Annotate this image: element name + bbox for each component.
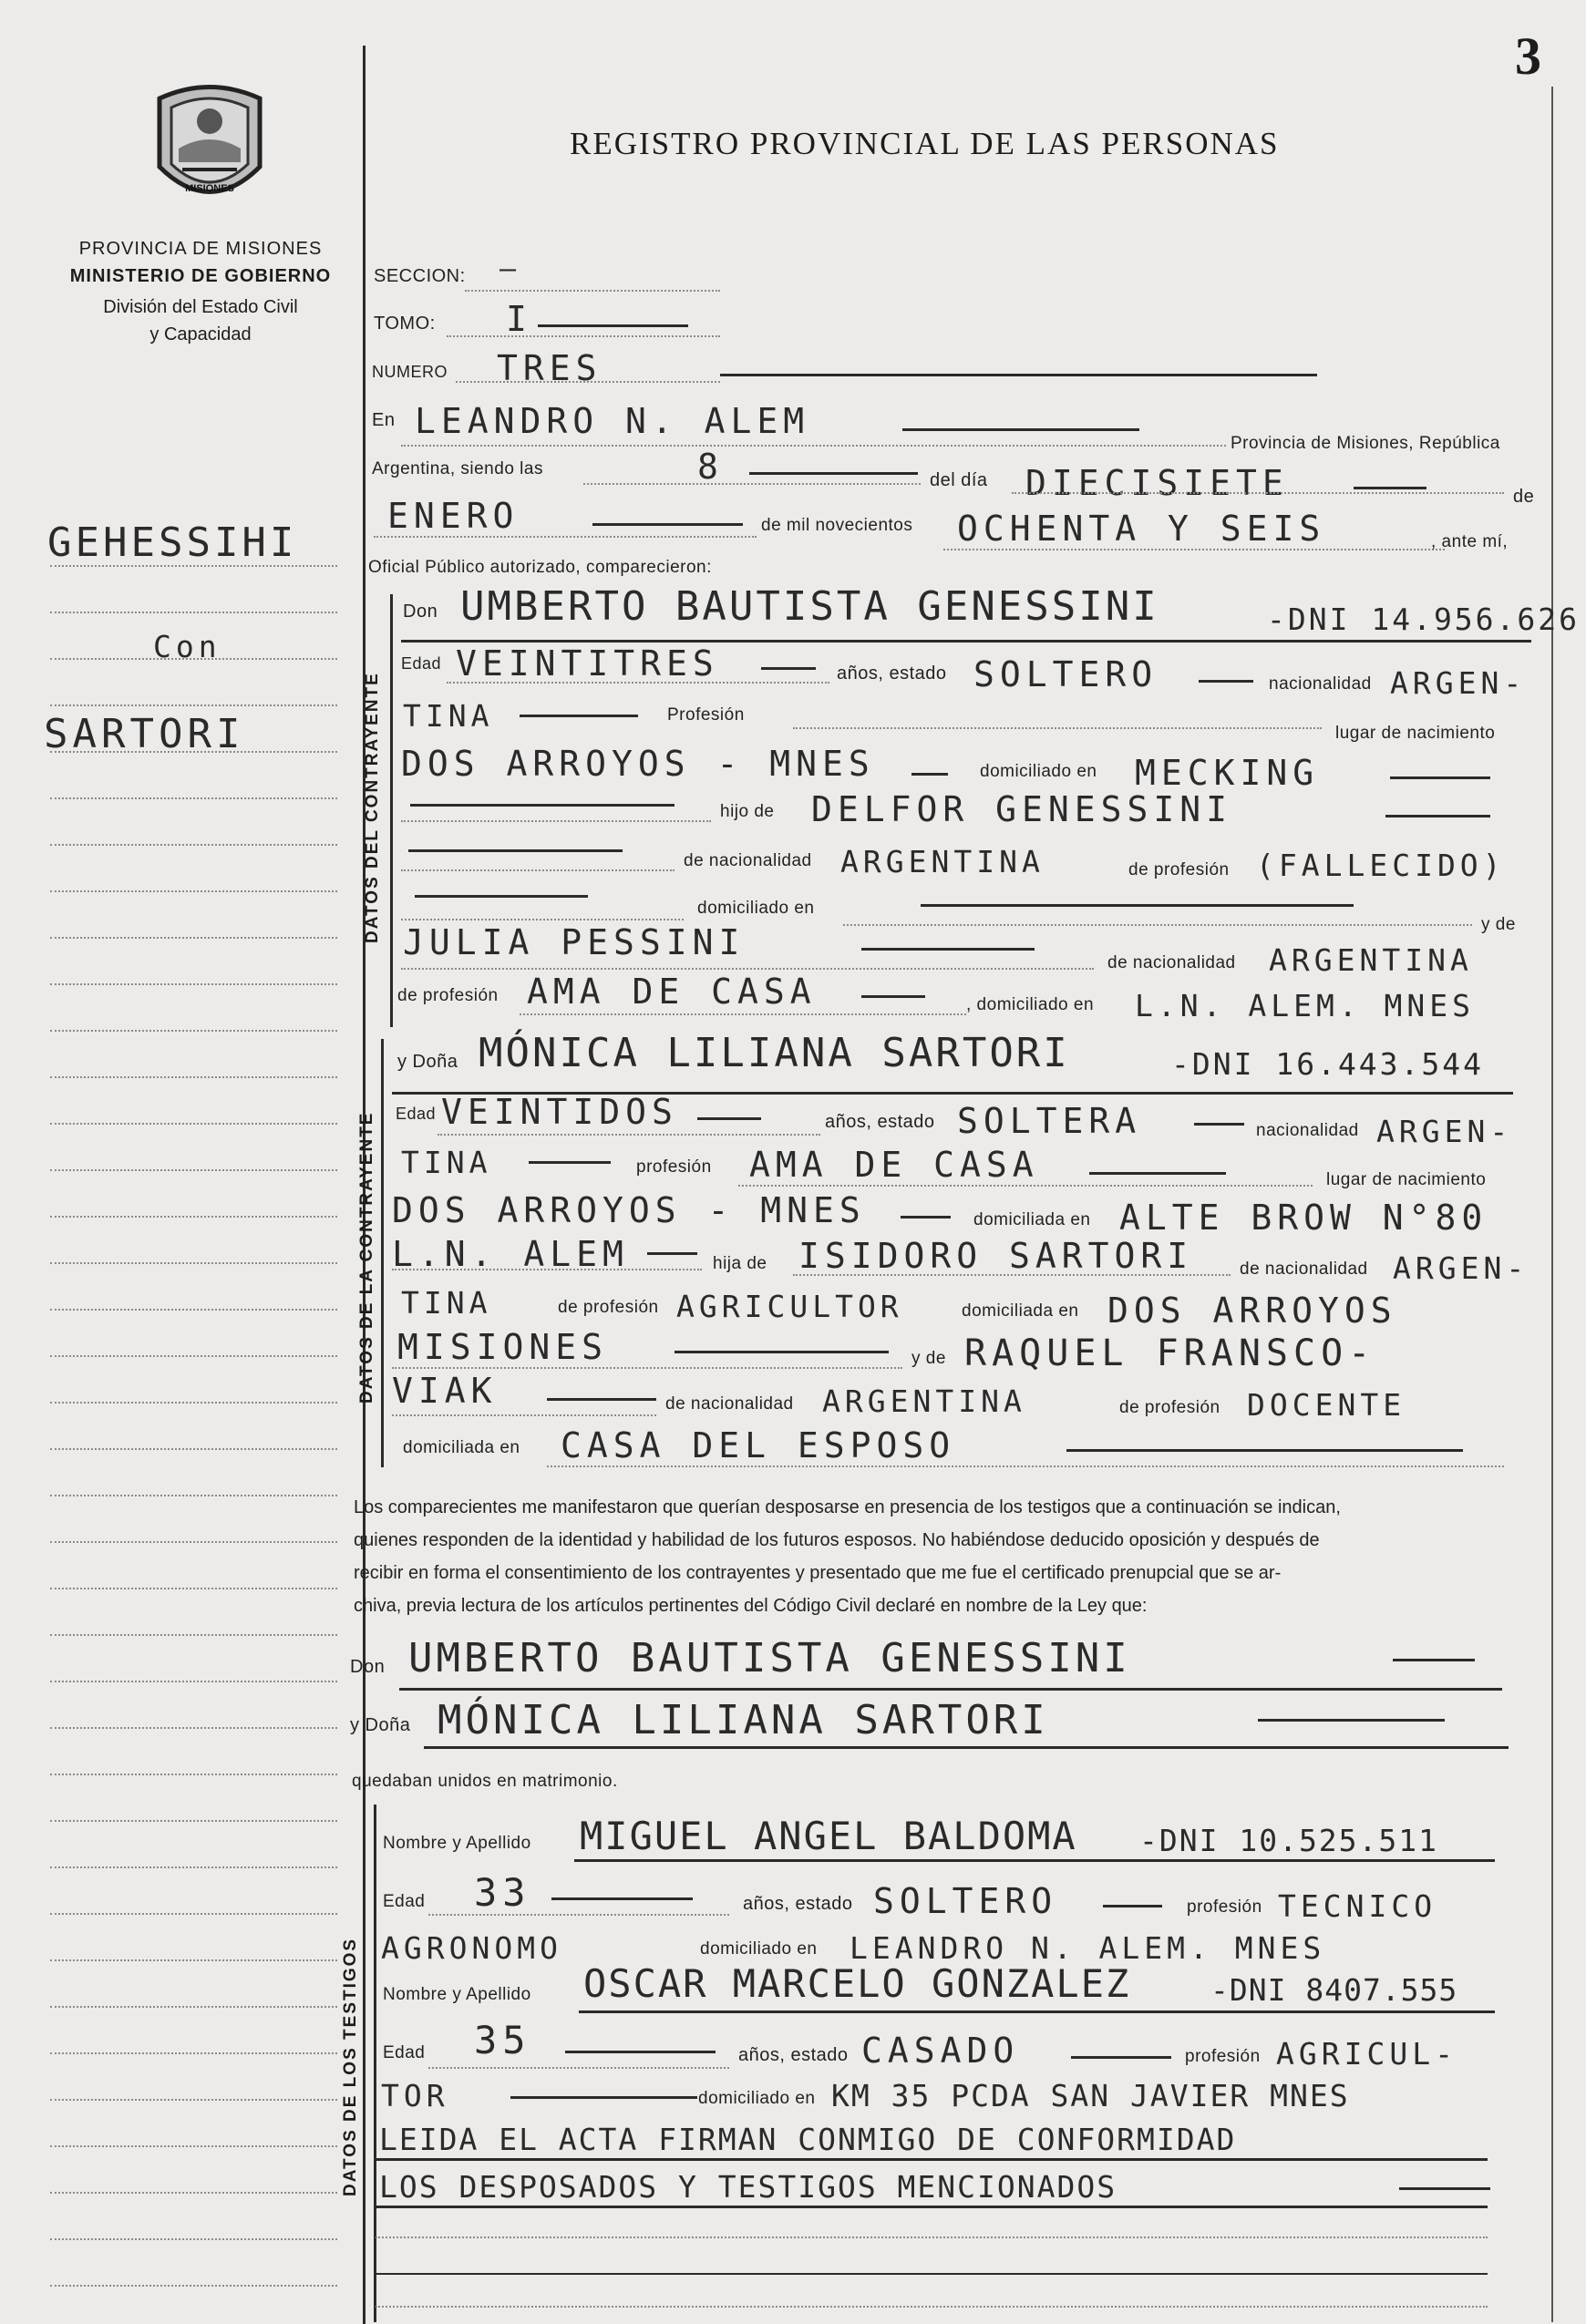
bride-mother-dom-line [547,1465,1504,1467]
bride-father-dom-b: MISIONES [397,1327,609,1367]
groom-edad-line [447,682,829,684]
w2-name: OSCAR MARCELO GONZALEZ [583,1961,1131,2006]
groom-edad: VEINTITRES [456,643,719,684]
closing-note-2-line [376,2206,1488,2208]
bride-side-label: DATOS DE LA CONTRAYENTE [357,1111,376,1404]
margin-note-bride: SARTORI [44,711,245,757]
groom-mother-nac: ARGENTINA [1269,942,1473,978]
margin-dotted-line [50,2145,337,2147]
margin-dotted-line [50,983,337,985]
w1-prof-a: TECNICO [1278,1888,1437,1924]
w2-edad-dash [565,2051,716,2053]
margin-dotted-line [50,1169,337,1171]
letterhead-provincia: PROVINCIA DE MISIONES [78,239,323,259]
groom-father-nac-label: de nacionalidad [684,851,812,870]
margin-dotted-line [50,1262,337,1264]
closing-note-2: LOS DESPOSADOS Y TESTIGOS MENCIONADOS [379,2169,1117,2205]
en-value: LEANDRO N. ALEM [415,401,810,441]
margin-dotted-line [50,1309,337,1311]
bride-estado: SOLTERA [957,1101,1142,1141]
margin-dotted-line [50,937,337,939]
groom-nac-label: nacionalidad [1269,674,1372,694]
bride-mother-a: RAQUEL FRANSCO- [964,1332,1376,1374]
blank-line-3 [376,2306,1488,2308]
w2-edad: 35 [474,2018,531,2062]
groom-nac-dash [520,715,638,717]
bride-prof-dash [1089,1172,1226,1175]
bride-edad-label: Edad [396,1105,437,1123]
groom-mother-prof: AMA DE CASA [527,972,817,1012]
groom-estado-dash [1199,680,1253,683]
groom-dni: -DNI 14.956.626 [1267,602,1581,637]
groom-father-nac-line [401,869,675,871]
groom-edad-dash [761,667,816,670]
groom-mother-dom: L.N. ALEM. MNES [1135,988,1476,1023]
decl-don-label: Don [350,1657,386,1677]
w1-name-line [574,1859,1495,1862]
w2-dni: -DNI 8407.555 [1210,1972,1458,2008]
bride-mother-b-dash [547,1398,656,1401]
mes-value: ENERO [387,496,520,536]
numero-label: NUMERO [372,363,448,381]
anio-value: OCHENTA Y SEIS [957,509,1326,549]
groom-nac-a: ARGEN- [1390,665,1527,701]
w1-dom: LEANDRO N. ALEM. MNES [850,1930,1326,1966]
svg-text:MISIONES: MISIONES [185,183,234,194]
bride-dom-b-line [392,1269,702,1270]
bride-mother-b: VIAK [392,1371,498,1411]
margin-dotted-line [50,1913,337,1915]
letterhead-division: División del Estado Civil [103,297,298,317]
declaration-line-4: chiva, previa lectura de los artículos pertinentes del Código Civil declaré en nombre de la Ley que: [354,1596,1148,1616]
bride-mother-dom: CASA DEL ESPOSO [561,1425,956,1465]
tomo-dash [538,324,688,327]
groom-lugar: DOS ARROYOS - MNES [401,744,875,784]
bride-hija-label: hija de [713,1254,767,1273]
de-label: de [1513,487,1535,507]
bride-mother-prof-label: de profesión [1119,1398,1220,1417]
decl-groom-line [399,1688,1502,1691]
w2-dom: KM 35 PCDA SAN JAVIER MNES [831,2078,1350,2113]
letterhead-capacidad: y Capacidad [149,324,252,344]
w1-estado: SOLTERO [873,1881,1058,1921]
groom-prof-label: Profesión [667,705,745,725]
bride-lugar: DOS ARROYOS - MNES [392,1190,866,1230]
bride-dom-b: L.N. ALEM [392,1234,629,1274]
margin-dotted-line [50,1727,337,1729]
groom-mother: JULIA PESSINI [403,922,746,962]
w1-dni: -DNI 10.525.511 [1139,1823,1439,1858]
closing-note-2-dash [1399,2187,1490,2190]
bride-dom-label: domiciliada en [973,1210,1091,1229]
groom-father-dom-line-a [401,919,684,920]
page-number: 3 [1515,26,1541,86]
margin-dotted-line [50,1774,337,1775]
tomo-value: I [506,299,532,339]
groom-father-dom-line-b [843,924,1472,926]
hora-value: 8 [697,447,724,487]
declaration-line-3: recibir en forma el consentimiento de los contrayentes y presentado que me fue el certificado prenupcial que se ar- [354,1563,1282,1583]
bride-nac-dash [529,1161,611,1164]
groom-mother-line [401,968,1094,970]
decl-groom-dash [1393,1659,1475,1661]
decl-bride-name: MÓNICA LILIANA SARTORI [438,1697,1049,1743]
bride-prof-label: profesión [636,1157,712,1177]
w1-edad-dash [551,1897,693,1900]
mes-line [374,536,757,538]
witness-block-line [374,1805,376,2322]
seccion-value: — [499,253,522,285]
dia-line [1012,492,1504,494]
del-dia-label: del día [930,470,988,490]
right-margin-line [1551,87,1553,2322]
w1-estado-label: años, estado [743,1894,853,1914]
groom-mother-prof-label: de profesión [397,986,499,1005]
bride-edad: VEINTIDOS [441,1092,678,1132]
decl-groom-name: UMBERTO BAUTISTA GENESSINI [408,1635,1131,1681]
margin-dotted-line [50,1588,337,1589]
groom-block-line [390,594,393,1027]
numero-dash [720,374,1317,376]
margin-dotted-line [50,1959,337,1961]
en-label: En [372,410,396,430]
groom-mother-prof-dash [861,995,925,998]
groom-nac-b: TINA [403,698,494,734]
groom-mother-prof-line [520,1013,966,1015]
groom-hijo-label: hijo de [720,802,775,821]
bride-dona-label: y Doña [397,1052,458,1072]
margin-dotted-line [50,844,337,846]
margin-dotted-line [50,2006,337,2008]
margin-dotted-line [50,1541,337,1543]
coat-of-arms-seal [146,80,273,212]
decl-bride-line [424,1746,1509,1749]
bride-mother-dom-dash [1066,1449,1463,1452]
groom-estado-label: años, estado [837,663,947,684]
groom-father-dash [1385,815,1490,818]
bride-mother-b-line [392,1414,656,1416]
w2-prof-label: profesión [1185,2047,1261,2066]
margin-dotted-line [50,1355,337,1357]
closing-note-1: LEIDA EL ACTA FIRMAN CONMIGO DE CONFORMIDAD [379,2122,1237,2157]
bride-father-dom-dash [675,1351,889,1353]
witness-side-label: DATOS DE LOS TESTIGOS [341,1937,360,2196]
margin-dotted-line [50,1402,337,1404]
bride-father-nac-b: TINA [401,1285,492,1321]
margin-dotted-line [50,1634,337,1636]
groom-y-de-label: y de [1481,915,1516,934]
closing-note-1-line [376,2158,1488,2161]
margin-dotted-line [50,1820,337,1822]
bride-prof-line [738,1185,1313,1187]
margin-dotted-line [50,797,337,799]
declaration-line-2: quienes responden de la identidad y habilidad de los futuros esposos. No habiéndose deducido oposición y después de [354,1530,1320,1550]
margin-dotted-line [50,1866,337,1868]
groom-dom: MECKING [1135,753,1320,793]
margin-dotted-line [50,1123,337,1125]
margin-dotted-line [50,704,337,706]
w1-prof-b: AGRONOMO [381,1930,562,1966]
decl-dona-label: y Doña [350,1715,411,1735]
margin-note-con: Con [153,629,221,664]
w1-edad: 33 [474,1870,531,1915]
bride-father-prof: AGRICULTOR [676,1289,903,1324]
groom-mother-dash [861,948,1035,951]
bride-lugar-dash [901,1216,951,1219]
w2-edad-line [428,2067,729,2069]
argentina-label: Argentina, siendo las [372,459,543,478]
bride-mother-nac-label: de nacionalidad [665,1394,794,1414]
w1-edad-label: Edad [383,1892,426,1911]
bride-father-dom-a: DOS ARROYOS [1107,1291,1397,1331]
groom-name: UMBERTO BAUTISTA GENESSINI [460,583,1159,630]
groom-side-label: DATOS DEL CONTRAYENTE [363,672,382,943]
w2-estado: CASADO [861,2031,1020,2071]
groom-name-line [401,640,1531,643]
margin-dotted-line [50,2285,337,2287]
groom-father-nac-dash [408,849,623,852]
en-dash [902,428,1139,431]
anio-line [943,549,1445,550]
bride-prof: AMA DE CASA [749,1145,1039,1185]
mes-dash [592,523,743,526]
hora-dash [749,472,918,475]
margin-dotted-line [50,612,337,613]
bride-nac-label: nacionalidad [1256,1121,1359,1140]
margin-dotted-line [50,2238,337,2240]
w2-dom-label: domiciliado en [698,2089,816,2108]
bride-edad-dash [697,1117,761,1120]
groom-estado: SOLTERO [973,654,1159,694]
bride-mother-prof: DOCENTE [1247,1387,1406,1423]
letterhead-ministerio: MINISTERIO DE GOBIERNO [69,266,332,286]
tomo-line [447,335,720,337]
bride-father: ISIDORO SARTORI [798,1236,1194,1276]
bride-dom-b-dash [647,1252,697,1255]
decl-unidos: quedaban unidos en matrimonio. [352,1772,618,1791]
margin-dotted-line [50,2052,337,2054]
en-line [401,445,1226,447]
page-title: REGISTRO PROVINCIAL DE LAS PERSONAS [570,126,1280,161]
declaration-paragraph [354,1491,1511,1622]
w2-edad-label: Edad [383,2043,426,2062]
groom-don-label: Don [403,602,438,622]
bride-father-nac-a: ARGEN- [1393,1250,1529,1286]
bride-estado-dash [1194,1123,1244,1126]
ante-label: , ante mí, [1431,532,1509,551]
margin-dotted-line [50,2099,337,2101]
bride-mother-dom-label: domiciliada en [403,1438,520,1457]
bride-estado-label: años, estado [825,1112,935,1132]
seccion-line [465,290,720,292]
bride-father-dom-line [392,1367,902,1369]
w1-name: MIGUEL ANGEL BALDOMA [580,1814,1077,1858]
w1-estado-dash [1103,1905,1162,1908]
groom-prof-line [793,727,1322,729]
numero-value: TRES [497,348,602,388]
w2-prof-b: TOR [381,2078,449,2113]
margin-dotted-line [50,1448,337,1450]
margin-dotted-line [50,1076,337,1078]
bride-dom-a: ALTE BROW N°80 [1119,1198,1488,1238]
w2-estado-label: años, estado [738,2045,849,2065]
decl-bride-dash [1258,1719,1445,1722]
w1-dom-label: domiciliado en [700,1939,818,1959]
bride-dni: -DNI 16.443.544 [1171,1046,1485,1082]
w1-prof-label: profesión [1187,1897,1262,1917]
groom-mother-nac-label: de nacionalidad [1107,953,1236,972]
w2-nombre-label: Nombre y Apellido [383,1985,531,2004]
w2-prof-a: AGRICUL- [1276,2036,1457,2072]
provincia-label: Provincia de Misiones, República [1231,434,1500,453]
bride-edad-line [438,1134,820,1136]
bride-father-line [793,1274,1231,1276]
margin-dotted-line [50,1216,337,1218]
bride-father-prof-label: de profesión [558,1298,659,1317]
blank-line-1 [376,2237,1488,2238]
groom-dom-dash [1390,776,1490,779]
groom-edad-label: Edad [401,654,442,673]
groom-mother-dom-label: , domiciliado en [966,995,1095,1014]
margin-note-groom: GEHESSIHI [47,519,298,566]
margin-dotted-line [50,2192,337,2194]
bride-father-dom-label: domiciliada en [962,1301,1079,1321]
groom-hijo-dash [410,804,675,807]
margin-dotted-line [50,1030,337,1032]
seccion-label: SECCION: [374,266,466,286]
groom-father-dom-value-dash [921,904,1354,907]
bride-block-line [381,1039,384,1467]
dia-dash [1354,487,1426,489]
groom-father-nac: ARGENTINA [840,844,1045,879]
groom-hijo-line [401,820,711,822]
bride-nac-b: TINA [401,1145,492,1180]
margin-dotted-line [50,890,337,892]
bride-nac-a: ARGEN- [1376,1114,1513,1149]
blank-line-2 [376,2273,1488,2275]
w1-nombre-label: Nombre y Apellido [383,1834,531,1853]
groom-dom-label: domiciliado en [980,762,1097,781]
letterhead [55,235,346,348]
w2-name-line [579,2010,1495,2013]
margin-dotted-line [50,1495,337,1496]
w2-estado-dash [1071,2056,1171,2059]
groom-father-prof-label: de profesión [1128,860,1230,879]
declaration-line-1: Los comparecientes me manifestaron que querían desposarse en presencia de los testigos que a continuación se indican, [354,1497,1341,1517]
groom-lugar-dash [911,773,948,776]
bride-mother-nac: ARGENTINA [822,1383,1026,1419]
w1-edad-line [428,1914,729,1916]
bride-lugar-label: lugar de nacimiento [1326,1170,1487,1189]
groom-father-dom-dash [415,895,588,898]
margin-dotted-line [50,1681,337,1682]
bride-name: MÓNICA LILIANA SARTORI [479,1030,1070,1076]
dia-value: DIECISIETE [1025,463,1289,503]
groom-father-dom-label: domiciliado en [697,899,815,918]
groom-father-prof: (FALLECIDO) [1256,848,1506,883]
groom-father: DELFOR GENESSINI [811,789,1233,829]
w2-prof-b-dash [510,2096,697,2099]
mil-label: de mil novecientos [761,516,913,535]
bride-father-nac-label: de nacionalidad [1240,1260,1368,1279]
tomo-label: TOMO: [374,314,436,334]
bride-y-de-label: y de [911,1349,946,1368]
groom-lugar-label: lugar de nacimiento [1335,724,1496,743]
oficial-label: Oficial Público autorizado, comparecieron: [368,558,712,577]
hora-line [583,483,921,485]
